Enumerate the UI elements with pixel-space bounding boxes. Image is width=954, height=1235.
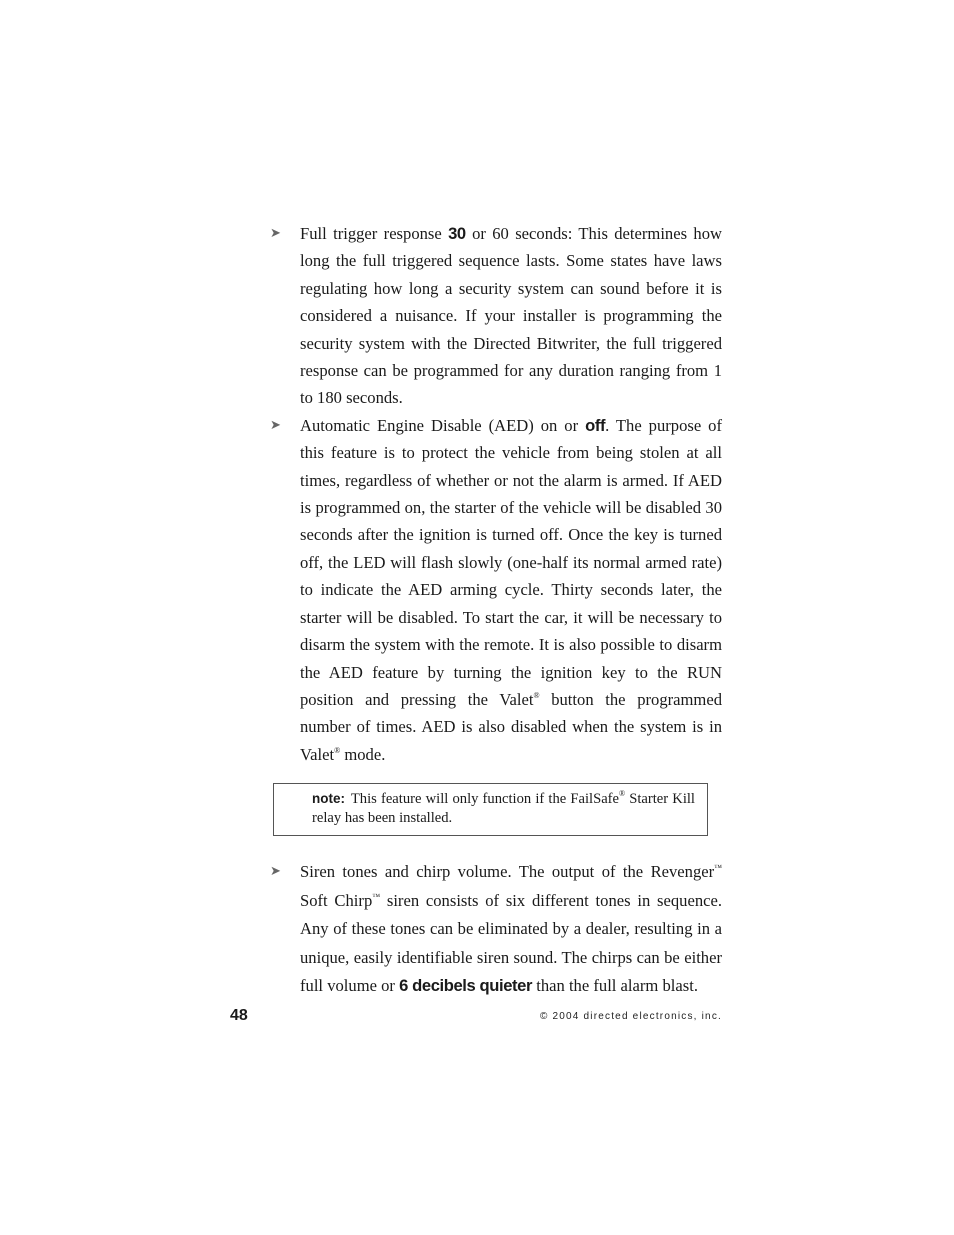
default-value-emphasis: 6 decibels quieter: [399, 976, 533, 996]
default-value-emphasis: 30: [448, 224, 466, 243]
default-value-emphasis: off: [585, 415, 606, 435]
spacer: [270, 836, 722, 858]
bullet-siren-tones: [270, 858, 722, 1001]
registered-mark: ®: [334, 745, 341, 755]
bullet-full-trigger-response: [270, 220, 722, 412]
bullet-automatic-engine-disable: [270, 412, 722, 768]
bullet-text: siren consists of six different tones in sequence. Any of these tones can be eliminated by a dealer, resulting in a unique, easily identifiable siren sound. The chirps can be either full volume or: [300, 890, 723, 996]
bullet-text: Siren tones and chirp volume. The output of the Revenger: [300, 862, 715, 882]
bullet-text: Full trigger response: [300, 224, 449, 243]
bullet-text: . The purpose of this feature is to protect the vehicle from being stolen at all times, regardless of whether or not the alarm is armed. If AED is programmed on, the starter of the vehicle will be disabled 30 seconds after the ignition is turned off. Once the key is turned off, the LED will flash slowly (one-half its normal armed rate) to indicate the AED arming cycle. Thirty seconds later, the starter will be disabled. To start the car, it will be necessary to disarm the system with the remote. It is also possible to disarm the AED feature by turning the ignition key to the RUN position and pressing the Valet: [300, 415, 723, 709]
bullet-text: than the full alarm blast.: [532, 976, 698, 996]
trademark-mark: ™: [714, 863, 722, 873]
registered-mark: ®: [619, 789, 626, 799]
page-number: 48: [230, 1007, 248, 1024]
note-text: Starter Kill relay has been installed.: [312, 791, 695, 826]
bullet-text: Soft Chirp: [300, 890, 373, 910]
arrow-bullet-icon: ➤: [270, 226, 281, 241]
main-content: [270, 220, 722, 1001]
bullet-text: button the programmed number of times. AED is also disabled when the system is in Valet: [300, 689, 722, 764]
note-box: [273, 783, 708, 836]
note-label: note:: [312, 791, 345, 807]
arrow-bullet-icon: ➤: [270, 417, 281, 433]
copyright-notice: © 2004 directed electronics, inc.: [539, 1011, 722, 1022]
bullet-text: Automatic Engine Disable (AED) on or: [300, 415, 586, 435]
note-text: This feature will only function if the FailSafe: [347, 791, 620, 808]
trademark-mark: ™: [372, 891, 381, 901]
registered-mark: ®: [533, 690, 540, 700]
arrow-bullet-icon: ➤: [270, 864, 281, 880]
bullet-text: or 60 seconds: This determines how long the full triggered sequence lasts. Some states have laws regulating how long a security system can sound before it is considered a nuisance. If your installer is programming the security system with the Directed Bitwriter, the full triggered response can be programmed for any duration ranging from 1 to 180 seconds.: [300, 224, 722, 408]
bullet-text: mode.: [340, 744, 386, 764]
